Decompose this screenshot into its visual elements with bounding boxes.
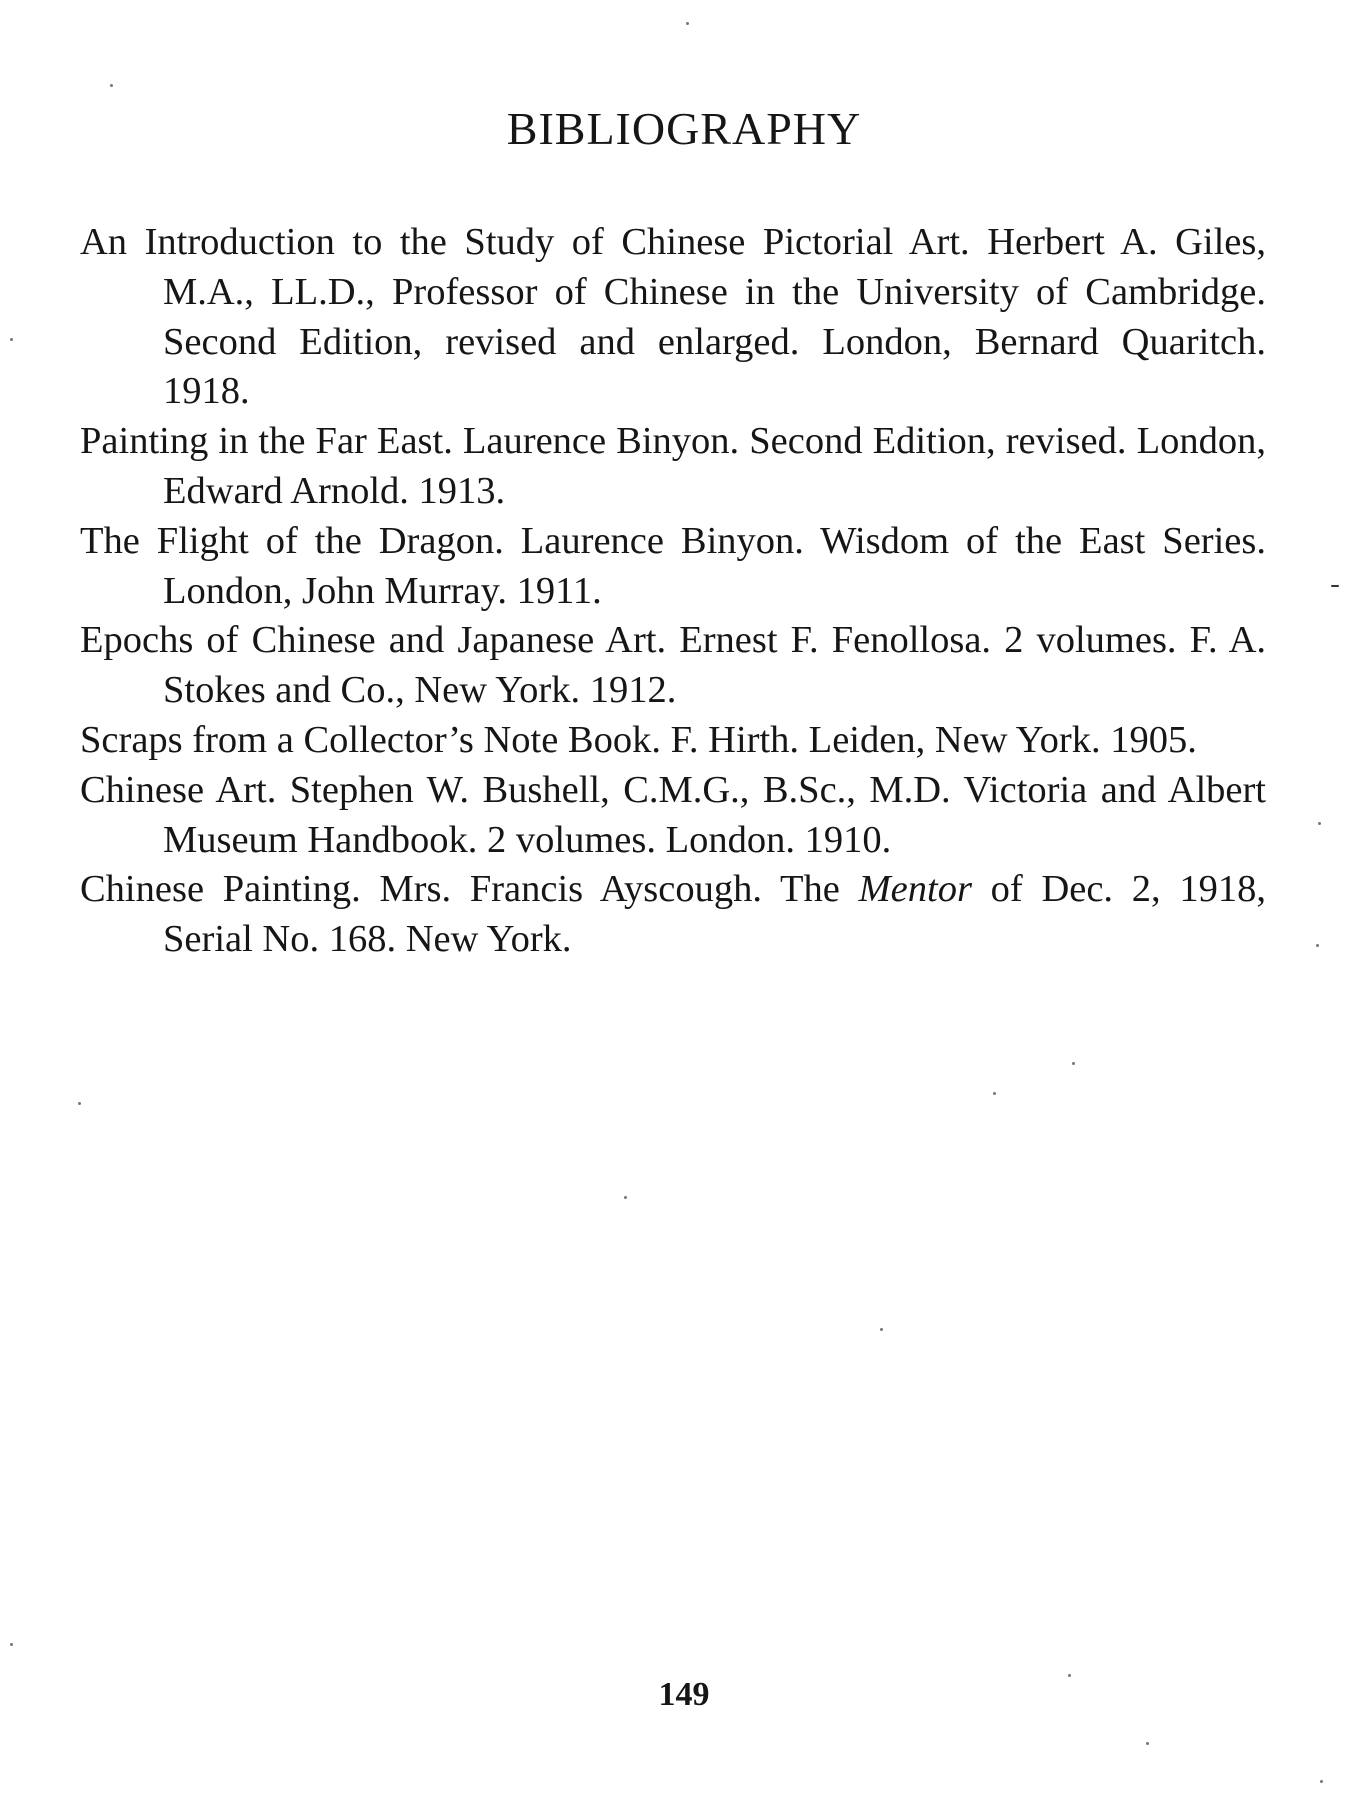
bibliography-entry: Scraps from a Collector’s Note Book. F. Hirth. Leiden, New York. 1905. <box>80 718 1197 761</box>
bibliography-entry: Epochs of Chinese and Japanese Art. Ernest F. Fenollosa. 2 volumes. F. A. Stokes and Co., New York. 1912. <box>80 619 1266 712</box>
scan-speck <box>1320 1780 1323 1783</box>
bibliography-entry: Chinese Art. Stephen W. Bushell, C.M.G., B.Sc., M.D. Victoria and Albert Museum Handbook. 2 volumes. London. 1910. <box>80 768 1266 861</box>
bibliography-entry: The Flight of the Dragon. Laurence Binyon. Wisdom of the East Series. London, John Murray. 1911. <box>80 519 1266 612</box>
scan-speck <box>110 84 113 87</box>
scan-speck <box>880 1328 883 1331</box>
bibliography-entry: An Introduction to the Study of Chinese Pictorial Art. Herbert A. Giles, M.A., LL.D., Professor of Chinese in the University of Cambridge. Second Edition, revised and enlarged. London, Bernard Quaritch. 1918. <box>80 221 1266 413</box>
bibliography-list <box>80 218 1266 965</box>
scan-speck <box>1146 1742 1149 1745</box>
scan-speck <box>78 1102 81 1105</box>
scan-speck <box>1068 1674 1071 1677</box>
bibliography-entry: Painting in the Far East. Laurence Binyon. Second Edition, revised. London, Edward Arnold. 1913. <box>80 420 1266 512</box>
scan-speck <box>1072 1062 1075 1065</box>
page-number: 149 <box>658 1676 710 1713</box>
scan-speck <box>1318 822 1321 825</box>
page-title: BIBLIOGRAPHY <box>506 103 862 154</box>
scan-speck <box>686 22 689 25</box>
scan-speck <box>1331 585 1339 587</box>
entry-text: Chinese Painting. Mrs. Francis Ayscough. The <box>80 868 859 911</box>
scan-speck <box>624 1196 627 1199</box>
scan-speck <box>993 1092 996 1095</box>
scan-speck <box>10 338 13 341</box>
scan-speck <box>1316 944 1319 947</box>
bibliography-entry <box>80 865 1266 965</box>
scan-speck <box>10 1643 13 1646</box>
periodical-title: Mentor <box>858 868 972 911</box>
entry-text: of Dec. 2, 1918, Serial No. 168. New York. <box>163 868 1267 961</box>
